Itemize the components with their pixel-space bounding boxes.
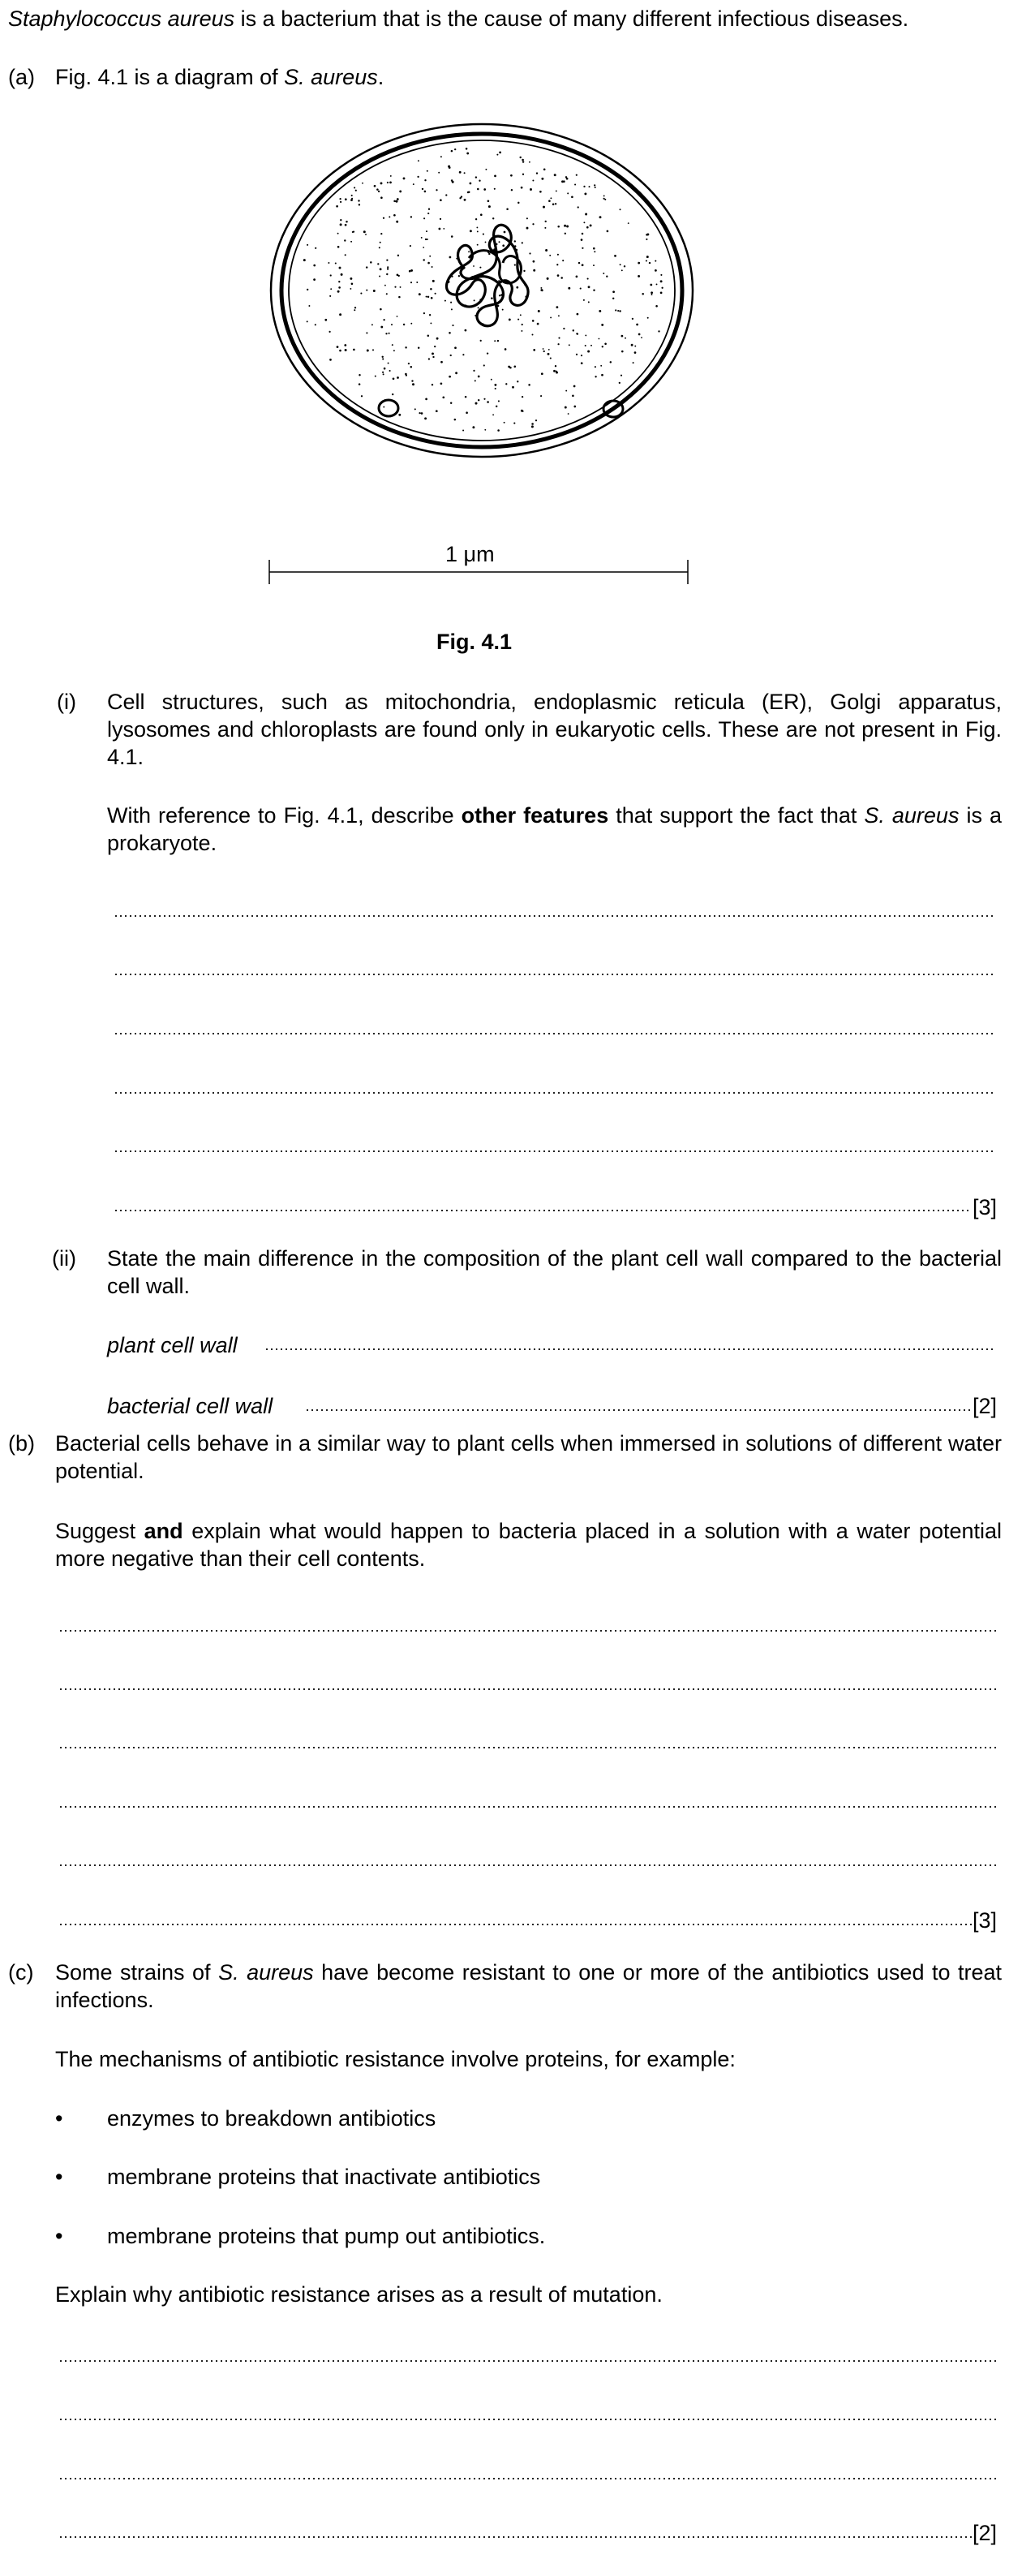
cytoplasm-granules [303, 148, 663, 432]
answer-line-c-2[interactable] [58, 2418, 996, 2421]
answer-line-b-2[interactable] [58, 1688, 996, 1691]
part-b-question [55, 1517, 1002, 1572]
answer-line-b-1[interactable] [58, 1629, 996, 1632]
answer-line-b-3[interactable] [58, 1746, 996, 1749]
answer-line-a-i-5[interactable] [114, 1150, 996, 1153]
q-mid: that support the fact that [608, 803, 865, 828]
c-text-species: S. aureus [218, 1960, 314, 1985]
b-q-post: explain what would happen to bacteria placed in a solution with a water potential more negative than their cell contents. [55, 1519, 1003, 1571]
b-q-bold: and [144, 1519, 183, 1543]
marks-a-ii: [2] [973, 1394, 998, 1418]
marks-b: [3] [973, 1908, 998, 1933]
bullet-item-1: enzymes to breakdown antibiotics [107, 2106, 436, 2131]
answer-line-a-i-4[interactable] [114, 1091, 996, 1094]
intro-rest: is a bacterium that is the cause of many different infectious diseases. [234, 6, 909, 31]
plasmid-left [379, 400, 398, 416]
cell-diagram [271, 124, 693, 457]
q-post: is a prokaryote. [107, 803, 1002, 855]
q-species: S. aureus [864, 803, 960, 828]
answer-line-bacterial-cell-wall[interactable] [305, 1408, 972, 1412]
bullet-marker-1: • [55, 2106, 63, 2131]
answer-line-plant-cell-wall[interactable] [264, 1348, 996, 1351]
outer-capsule [271, 124, 693, 457]
part-a-i-text: Cell structures, such as mitochondria, endoplasmic reticula (ER), Golgi apparatus, lysosomes and chloroplasts are found only in eukaryotic cells. These are not present in Fig. 4.1. [107, 690, 1002, 769]
answer-line-b-4[interactable] [58, 1805, 996, 1808]
answer-line-a-i-6[interactable] [114, 1209, 972, 1212]
figure-4-1-diagram [260, 114, 706, 600]
part-a-stem-species: S. aureus [284, 65, 378, 89]
part-a-ii-text: State the main difference in the composition of the plant cell wall compared to the bacterial cell wall. [107, 1246, 1002, 1298]
answer-line-c-3[interactable] [58, 2477, 996, 2480]
answer-line-b-6[interactable] [58, 1923, 972, 1926]
part-a-stem-post: . [377, 65, 384, 89]
marks-c: [2] [973, 2521, 998, 2545]
c-text-pre: Some strains of [55, 1960, 219, 1985]
answer-line-b-5[interactable] [58, 1864, 996, 1867]
q-pre: With reference to Fig. 4.1, describe [107, 803, 462, 828]
part-c-text [55, 1959, 1002, 2014]
answer-line-c-4[interactable] [58, 2535, 972, 2539]
c-text-post: have become resistant to one or more of the antibiotics used to treat infections. [55, 1960, 1002, 2012]
intro-species: Staphylococcus aureus [8, 6, 235, 31]
marks-a-i: [3] [973, 1195, 998, 1219]
bullet-item-2: membrane proteins that inactivate antibiotics [107, 2165, 541, 2189]
part-c-lead: The mechanisms of antibiotic resistance involve proteins, for example: [55, 2047, 736, 2071]
intro-text [8, 5, 908, 32]
cell-membrane [289, 140, 675, 441]
bacterial-cell-wall-label: bacterial cell wall [107, 1394, 273, 1418]
answer-line-c-1[interactable] [58, 2359, 996, 2363]
plant-cell-wall-label: plant cell wall [107, 1333, 238, 1357]
part-c-question: Explain why antibiotic resistance arises as a result of mutation. [55, 2282, 663, 2307]
answer-line-a-i-1[interactable] [114, 914, 996, 918]
part-b-text: Bacterial cells behave in a similar way to plant cells when immersed in solutions of different water potential. [55, 1431, 1002, 1483]
scale-bar-label: 1 μm [445, 542, 495, 566]
q-bold: other features [461, 803, 609, 828]
part-a-ii-label: (ii) [52, 1246, 76, 1271]
part-a-label: (a) [8, 65, 35, 89]
part-a-stem-pre: Fig. 4.1 is a diagram of [55, 65, 285, 89]
part-c-label: (c) [8, 1960, 34, 1985]
answer-line-a-i-2[interactable] [114, 973, 996, 976]
b-q-pre: Suggest [55, 1519, 144, 1543]
cell-wall [281, 134, 682, 447]
answer-line-a-i-3[interactable] [114, 1032, 996, 1035]
bullet-marker-3: • [55, 2224, 63, 2248]
bullet-marker-2: • [55, 2165, 63, 2189]
bullet-item-3: membrane proteins that pump out antibiotics. [107, 2224, 546, 2248]
part-b-label: (b) [8, 1431, 35, 1456]
part-a-i-question [107, 802, 1002, 857]
part-a-stem [55, 63, 384, 91]
part-a-i-label: (i) [57, 690, 76, 714]
figure-caption: Fig. 4.1 [436, 630, 513, 654]
